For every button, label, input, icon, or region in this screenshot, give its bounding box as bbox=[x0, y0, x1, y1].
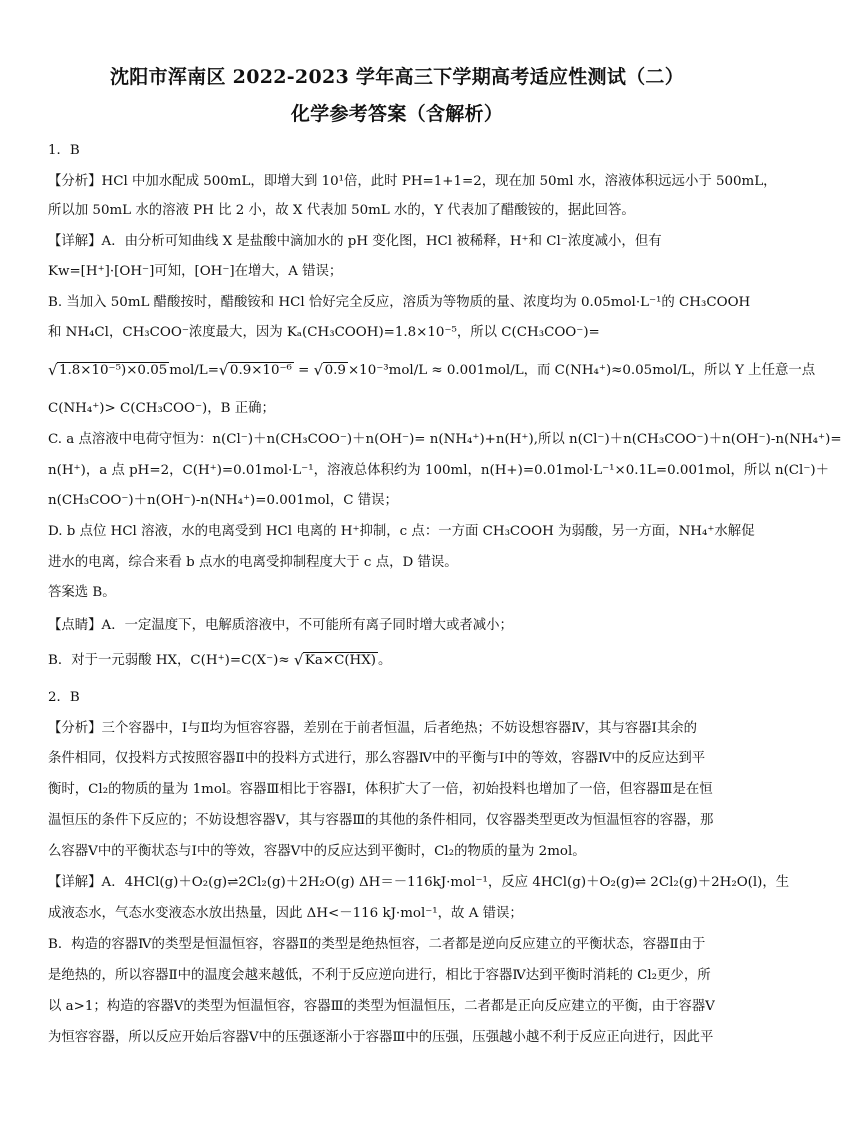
q1-detail-b-line-2: 和 NH₄Cl，CH₃COO⁻浓度最大，因为 Kₐ(CH₃COOH)=1.8×10⁻⁵，所以 C(CH₃COO⁻)= bbox=[48, 325, 600, 340]
q1-answer: 答案选 B。 bbox=[48, 585, 116, 600]
q2-analysis-line-2: 条件相同，仅投料方式按照容器Ⅱ中的投料方式进行，那么容器Ⅳ中的平衡与Ⅰ中的等效，容器Ⅳ中的反应达到平 bbox=[48, 751, 706, 766]
sqrt-expression-1: √ 1.8×10⁻⁵)×0.05 bbox=[48, 362, 169, 380]
sqrt-expression-4: √ Ka×C(HX) bbox=[294, 652, 378, 670]
q2-detail-a-line-2: 成液态水，气态水变液态水放出热量，因此 ΔH<－116 kJ·mol⁻¹，故 A 错误； bbox=[48, 906, 523, 921]
document-title: 沈阳市浑南区 2022-2023 学年高三下学期高考适应性测试（二） bbox=[109, 66, 685, 88]
q1-detail-d-line-2: 进水的电离，综合来看 b 点水的电离受抑制程度大于 c 点，D 错误。 bbox=[48, 555, 458, 570]
q1-detail-a-line-1: 【详解】A．由分析可知曲线 X 是盐酸中滴加水的 pH 变化图，HCl 被稀释，H⁺和 Cl⁻浓度减小，但有 bbox=[48, 234, 662, 249]
q1-detail-b-line-1: B. 当加入 50mL 醋酸按时，醋酸铵和 HCl 恰好完全反应，溶质为等物质的量、浓度均为 0.05mol·L⁻¹的 CH₃COOH bbox=[48, 295, 751, 310]
q1-detail-a-line-2: Kw=[H⁺]·[OH⁻]可知，[OH⁻]在增大，A 错误； bbox=[48, 264, 343, 279]
document-subtitle: 化学参考答案（含解析） bbox=[290, 103, 504, 125]
q2-analysis-line-5: 么容器Ⅴ中的平衡状态与Ⅰ中的等效，容器Ⅴ中的反应达到平衡时，Cl₂的物质的量为 2mol。 bbox=[48, 844, 586, 859]
q1-analysis-line-2: 所以加 50mL 水的溶液 PH 比 2 小，故 X 代表加 50mL 水的，Y 代表加了醋酸铵的，据此回答。 bbox=[48, 203, 635, 218]
q1-tip-b: B．对于一元弱酸 HX，C(H⁺)=C(X⁻)≈ √ Ka×C(HX) 。 bbox=[48, 652, 758, 670]
q1-detail-c-line-2: n(H⁺)，a 点 pH=2，C(H⁺)=0.01mol·L⁻¹，溶液总体积约为 100ml，n(H+)=0.01mol·L⁻¹×0.1L=0.001mol，所以 n(Cl⁻)＋ bbox=[48, 463, 830, 478]
q2-analysis-line-4: 温恒压的条件下反应的；不妨设想容器Ⅴ，其与容器Ⅲ的其他的条件相同，仅容器类型更改为恒温恒容的容器，那 bbox=[48, 813, 714, 828]
q1-number: 1．B bbox=[48, 143, 80, 158]
q1-detail-b-formula: √ 1.8×10⁻⁵)×0.05 mol/L=√ 0.9×10⁻⁶ = √ 0.9 ×10⁻³mol/L ≈ 0.001mol/L，而 C(NH₄⁺)≈0.05mol/L，所以 Y 上任意一点 bbox=[48, 362, 758, 380]
q2-number: 2．B bbox=[48, 690, 80, 705]
q2-analysis-line-3: 衡时，Cl₂的物质的量为 1mol。容器Ⅲ相比于容器Ⅰ，体积扩大了一倍，初始投料也增加了一倍，但容器Ⅲ是在恒 bbox=[48, 782, 713, 797]
q2-detail-b-line-3: 以 a>1；构造的容器Ⅴ的类型为恒温恒容，容器Ⅲ的类型为恒温恒压，二者都是正向反应建立的平衡，由于容器Ⅴ bbox=[48, 999, 715, 1014]
q1-detail-b-line-4: C(NH₄⁺)> C(CH₃COO⁻)，B 正确； bbox=[48, 401, 275, 416]
sqrt-expression-2: √ 0.9×10⁻⁶ bbox=[219, 362, 294, 380]
q2-detail-b-line-4: 为恒容容器，所以反应开始后容器Ⅴ中的压强逐渐小于容器Ⅲ中的压强，压强越小越不利于反应正向进行，因此平 bbox=[48, 1030, 714, 1045]
sqrt-expression-3: √ 0.9 bbox=[314, 362, 348, 380]
q1-detail-c-line-3: n(CH₃COO⁻)＋n(OH⁻)-n(NH₄⁺)=0.001mol，C 错误； bbox=[48, 493, 398, 508]
q1-detail-c-line-1: C. a 点溶液中电荷守恒为：n(Cl⁻)＋n(CH₃COO⁻)＋n(OH⁻)= n(NH₄⁺)+n(H⁺),所以 n(Cl⁻)＋n(CH₃COO⁻)＋n(OH⁻)-n(NH₄⁺)= bbox=[48, 432, 842, 447]
q2-detail-b-line-1: B．构造的容器Ⅳ的类型是恒温恒容，容器Ⅱ的类型是绝热恒容，二者都是逆向反应建立的平衡状态，容器Ⅱ由于 bbox=[48, 937, 706, 952]
q2-detail-b-line-2: 是绝热的，所以容器Ⅱ中的温度会越来越低，不利于反应逆向进行，相比于容器Ⅳ达到平衡时消耗的 Cl₂更少，所 bbox=[48, 968, 711, 983]
q1-tip-a: 【点睛】A．一定温度下，电解质溶液中，不可能所有离子同时增大或者减小； bbox=[48, 618, 513, 633]
q2-detail-a-line-1: 【详解】A．4HCl(g)＋O₂(g)⇌2Cl₂(g)＋2H₂O(g) ΔH＝－116kJ·mol⁻¹，反应 4HCl(g)＋O₂(g)⇌ 2Cl₂(g)＋2H₂O(l)，生 bbox=[48, 875, 790, 890]
q1-detail-d-line-1: D. b 点位 HCl 溶液，水的电离受到 HCl 电离的 H⁺抑制，c 点：一方面 CH₃COOH 为弱酸，另一方面，NH₄⁺水解促 bbox=[48, 524, 755, 539]
q1-analysis-line-1: 【分析】HCl 中加水配成 500mL，即增大到 10¹倍，此时 PH=1+1=2，现在加 50ml 水，溶液体积远远小于 500mL， bbox=[48, 174, 777, 189]
q2-analysis-line-1: 【分析】三个容器中，Ⅰ与Ⅱ均为恒容容器，差别在于前者恒温，后者绝热；不妨设想容器Ⅳ，其与容器Ⅰ其余的 bbox=[48, 721, 698, 736]
